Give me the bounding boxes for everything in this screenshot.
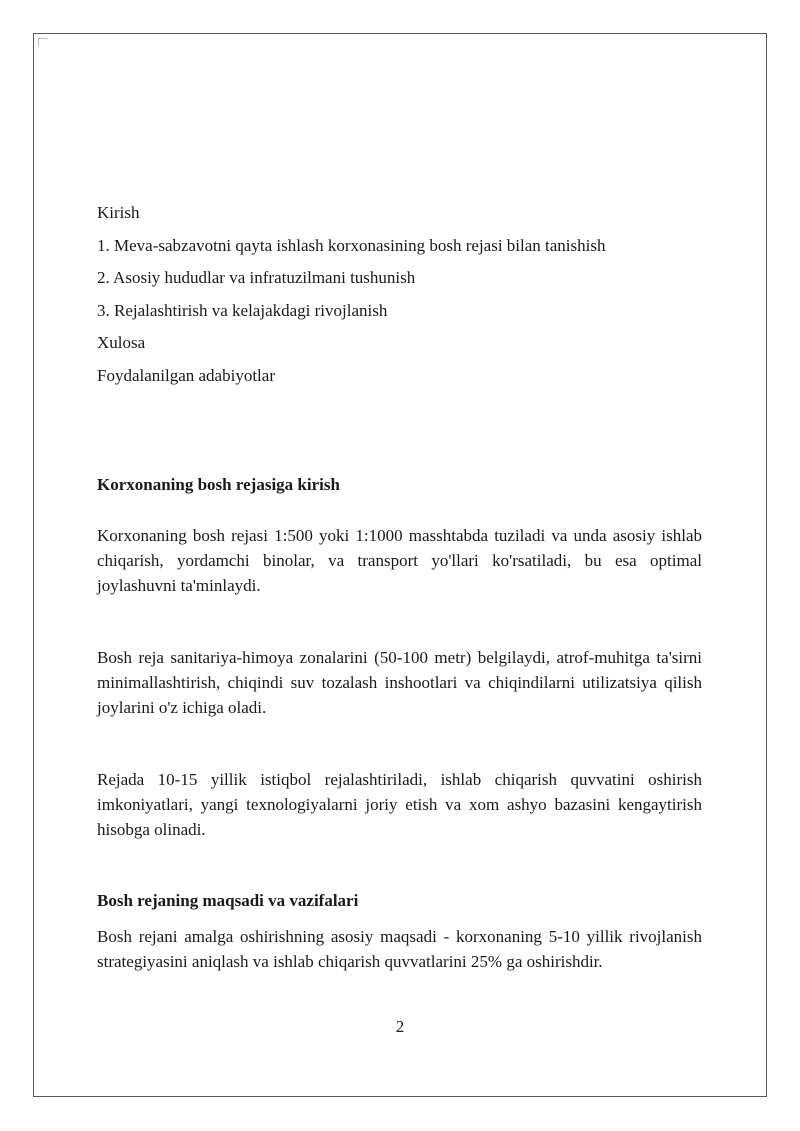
paragraph: Bosh rejani amalga oshirishning asosiy maqsadi - korxonaning 5-10 yillik rivojlanish strategiyasini aniqlash va ishlab chiqarish quvvatlarini 25% ga oshirishdir. — [97, 926, 702, 971]
paragraph: Rejada 10-15 yillik istiqbol rejalashtiriladi, ishlab chiqarish quvvatini oshirish imkoniyatlari, yangi texnologiyalarni joriy etish va xom ashyo bazasini kengaytirish hisobga olinadi. — [97, 769, 702, 839]
toc-item: Kirish — [97, 203, 140, 222]
toc-item: Xulosa — [97, 333, 146, 353]
page-number: 2 — [395, 1017, 405, 1036]
corner-mark — [38, 38, 47, 47]
section-heading: Bosh rejaning maqsadi va vazifalari — [97, 890, 359, 910]
toc-item: 1. Meva-sabzavotni qayta ishlash korxonasining bosh rejasi bilan tanishish — [97, 235, 606, 255]
paragraph: Bosh reja sanitariya-himoya zonalarini (50-100 metr) belgilaydi, atrof-muhitga ta'sirni minimallashtirish, chiqindi suv tozalash inshootlari va chiqindilarni utilizatsiya qilish joylarini o'z ichiga oladi. — [97, 647, 702, 717]
section-heading: Korxonaning bosh rejasiga kirish — [97, 474, 340, 494]
document-content — [97, 197, 702, 974]
toc-item: 3. Rejalashtirish va kelajakdagi rivojlanish — [97, 300, 388, 320]
toc-item: 2. Asosiy hududlar va infratuzilmani tushunish — [97, 268, 416, 288]
table-of-contents — [97, 197, 702, 393]
paragraph: Korxonaning bosh rejasi 1:500 yoki 1:1000 masshtabda tuziladi va unda asosiy ishlab chiqarish, yordamchi binolar, va transport yo'llari ko'rsatiladi, bu esa optimal joylashuvni ta'minlaydi. — [97, 525, 702, 595]
toc-item: Foydalanilgan adabiyotlar — [97, 365, 275, 385]
